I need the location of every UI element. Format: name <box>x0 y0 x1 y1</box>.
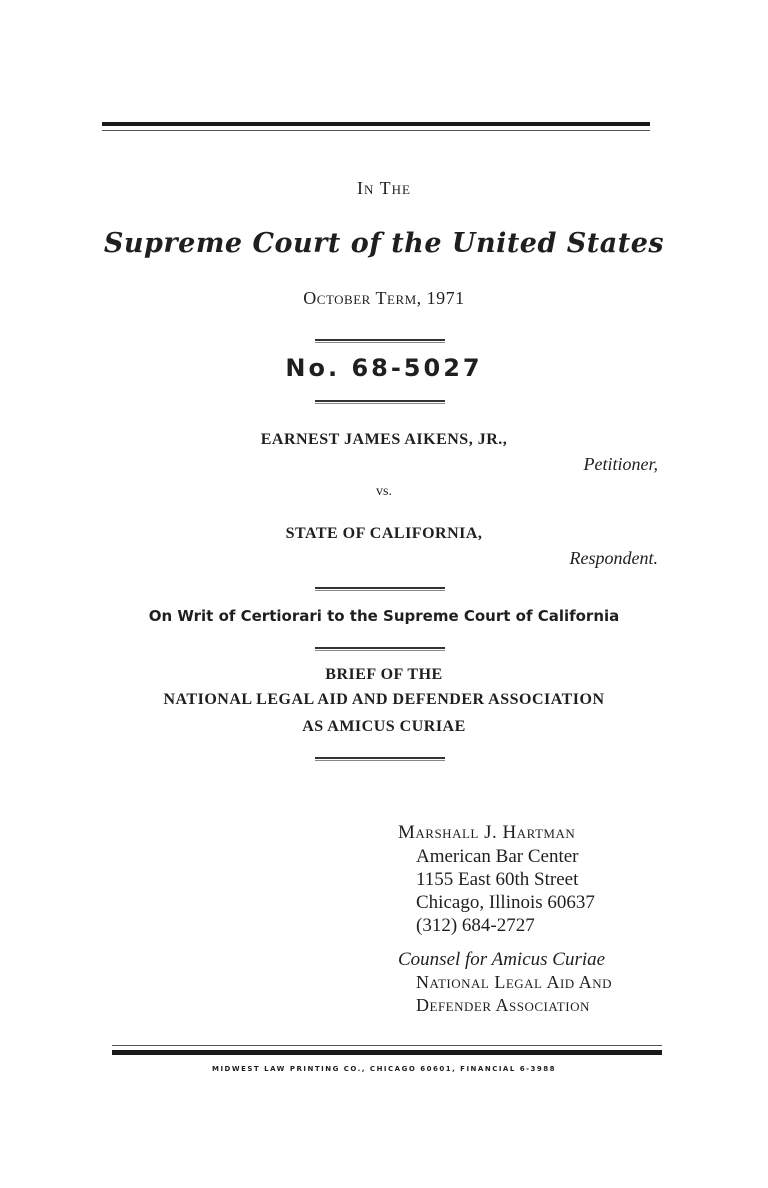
counsel-phone: (312) 684-2727 <box>416 915 535 936</box>
rule-after-case-number <box>315 400 445 402</box>
term-label: October Term, 1971 <box>303 288 465 308</box>
counsel-name: Marshall J. Hartman <box>398 822 576 843</box>
counsel-role: Counsel for Amicus Curiae <box>398 949 606 970</box>
counsel-address-line1: American Bar Center <box>416 846 579 867</box>
rule-after-parties <box>315 587 445 589</box>
in-the-label: In The <box>357 178 411 198</box>
counsel-address-line2: 1155 East 60th Street <box>416 869 579 890</box>
court-name: Supreme Court of the United States <box>103 228 665 259</box>
bottom-rule-thin <box>112 1045 662 1046</box>
petitioner-name: EARNEST JAMES AIKENS, JR., <box>260 431 508 448</box>
brief-title-line2: NATIONAL LEGAL AID AND DEFENDER ASSOCIATION <box>163 691 605 708</box>
rule-after-term <box>315 339 445 341</box>
top-rule-thin <box>102 130 650 131</box>
writ-line: On Writ of Certiorari to the Supreme Court of California <box>148 607 620 625</box>
counsel-org-line2: Defender Association <box>416 995 590 1015</box>
rule-after-writ <box>315 647 445 649</box>
rule-after-title <box>315 757 445 759</box>
versus-label: vs. <box>376 484 392 499</box>
counsel-org-line1: National Legal Aid And <box>416 972 612 992</box>
case-number: No. 68-5027 <box>285 354 483 382</box>
brief-title-line3: AS AMICUS CURIAE <box>302 718 466 735</box>
respondent-name: STATE OF CALIFORNIA, <box>285 525 483 542</box>
top-rule-thick <box>102 122 650 126</box>
counsel-address-line3: Chicago, Illinois 60637 <box>416 892 595 913</box>
petitioner-role: Petitioner, <box>583 454 658 474</box>
printer-imprint: MIDWEST LAW PRINTING CO., CHICAGO 60601, FINANCIAL 6-3988 <box>211 1065 557 1073</box>
brief-title-line1: BRIEF OF THE <box>325 666 443 683</box>
respondent-role: Respondent. <box>569 548 658 568</box>
bottom-rule-thick <box>112 1050 662 1055</box>
